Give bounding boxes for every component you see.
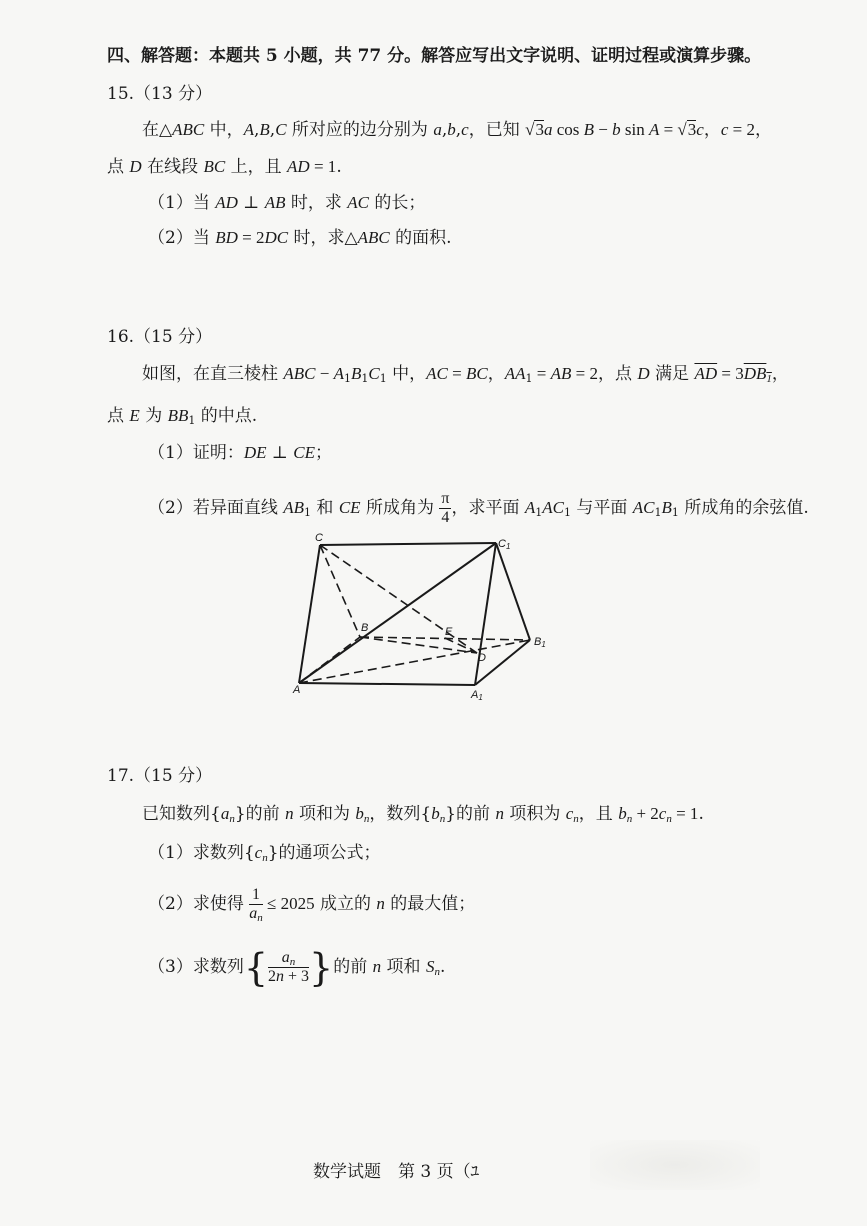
page-footer: 数学试题 第 3 页（ﾕ	[313, 1162, 480, 1182]
scan-smudge	[590, 1140, 760, 1190]
q15-part2: （2）当 BD = 2DC 时，求△ABC 的面积.	[148, 228, 452, 248]
figure-label-e: E	[445, 626, 453, 638]
q17-stem: 已知数列$\{a_n\}$的前 n 项和为 $b_n$，数列$\{b_n\}$的前 n 项积为 $c_n$，且 $b_n + 2c_n = 1$.	[142, 804, 704, 825]
q17-label: 17.（15 分）	[107, 766, 213, 786]
q16-label: 16.（15 分）	[107, 327, 213, 347]
figure-label-b: B	[361, 622, 369, 634]
q16-part2: （2）若异面直线 $AB_1$ 和 CE 所成角为 $\frac{\pi}{4}$ ，求平面 $A_1AC_1$ 与平面 $AC_1B_1$ 所成角的余弦值.	[148, 490, 809, 526]
figure-label-c: C	[315, 532, 323, 544]
edge-a-a1	[299, 683, 475, 685]
section-heading	[107, 44, 761, 68]
q15-label: 15.（13 分）	[107, 84, 213, 104]
q15-stem-line2: 点 D 在线段 BC 上，且 AD = 1.	[107, 157, 342, 177]
edge-c-c1	[320, 543, 496, 545]
section-heading-text: 四、解答题：本题共 5 小题，共 77 分。解答应写出文字说明、证明过程或演算步骤。	[107, 46, 762, 66]
figure-label-c1: C1	[498, 538, 511, 551]
edge-c1-b1	[496, 543, 530, 640]
figure-label-d: D	[478, 652, 486, 664]
edge-a-b1	[299, 640, 530, 683]
q16-stem-line2: 点 E 为 $BB_1$ 的中点.	[107, 406, 258, 427]
prism-figure	[285, 525, 575, 705]
figure-label-a: A	[293, 684, 301, 696]
q15-part1: （1）当 AD ⊥ AB 时，求 AC 的长；	[148, 193, 426, 213]
q15-stem-line1: 在△ABC 中，A,B,C 所对应的边分别为 a,b,c，已知 √3a cos B − b sin A = √3c，c = 2，	[142, 120, 772, 140]
edge-c-b	[320, 545, 360, 637]
figure-label-b1: B1	[534, 636, 546, 649]
edge-c-a	[299, 545, 320, 683]
q16-part1: （1）证明：DE ⊥ CE；	[148, 443, 333, 463]
q17-part1: （1）求数列$\{c_n\}$的通项公式；	[148, 843, 381, 864]
q17-part2: （2）求使得 $\frac{1}{a_n}$ ≤ 2025 成立的 n 的最大值；	[148, 886, 476, 924]
q16-stem-line1: 如图，在直三棱柱 ABC − $A_1B_1C_1$ 中，AC = BC，$AA_1$ = AB = 2，点 D 满足 $\overline{AD} = 3DB_1$，	[142, 364, 789, 385]
figure-label-a1: A1	[471, 689, 483, 702]
q17-part3: （3）求数列{ $\frac{a_n}{2n + 3}$ }的前 n 项和 $S_n$.	[148, 945, 446, 990]
